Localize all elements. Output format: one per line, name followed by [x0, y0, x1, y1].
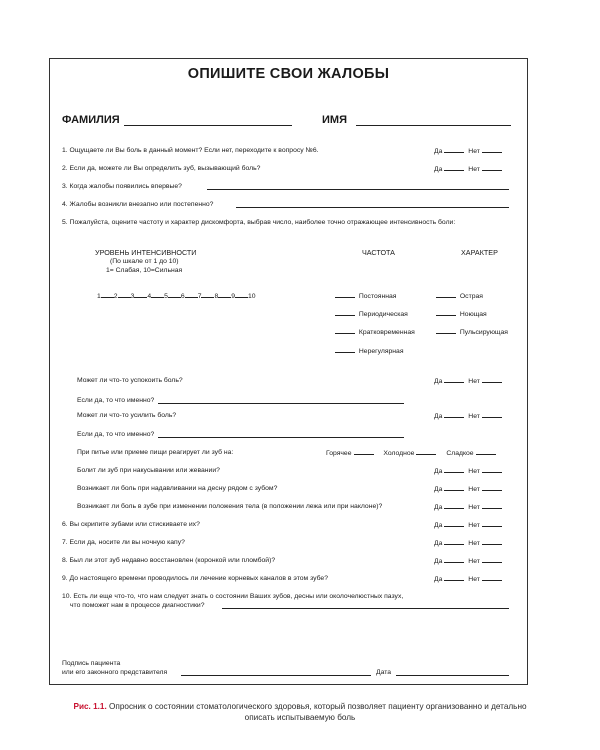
- scale-10: 10: [248, 293, 256, 300]
- scale-7: 7: [197, 293, 202, 300]
- scale-2: 2: [113, 293, 118, 300]
- yes-no-q9: [434, 574, 504, 584]
- yes-label: Да: [434, 413, 443, 420]
- yes-label: Да: [434, 540, 443, 547]
- form-title: ОПИШИТЕ СВОИ ЖАЛОБЫ: [187, 66, 390, 82]
- scale-blank[interactable]: [168, 291, 181, 298]
- no-blank[interactable]: [482, 484, 502, 491]
- no-label: Нет: [468, 166, 480, 173]
- scale-blank[interactable]: [118, 291, 131, 298]
- caption-text-2: описать испытываемую боль: [244, 713, 356, 722]
- yes-label: Да: [434, 166, 443, 173]
- scale-blank[interactable]: [185, 291, 198, 298]
- scale-9: 9: [231, 293, 236, 300]
- scale-blank[interactable]: [201, 291, 214, 298]
- scale-3: 3: [130, 293, 135, 300]
- intensity-scale-note: (По шкале от 1 до 10): [110, 258, 179, 265]
- question-relieve: Может ли что-то успокоить боль?: [77, 377, 183, 384]
- caption-label: Рис. 1.1.: [73, 702, 107, 711]
- checkbox-blank[interactable]: [335, 291, 355, 298]
- no-blank[interactable]: [482, 574, 502, 581]
- option-label: Кратковременная: [358, 329, 415, 336]
- name-label: ИМЯ: [322, 114, 347, 126]
- no-label: Нет: [468, 504, 480, 511]
- character-option-aching: [434, 309, 487, 319]
- option-label: Периодическая: [358, 311, 408, 318]
- no-blank[interactable]: [482, 502, 502, 509]
- sweet-label: Сладкое: [446, 450, 474, 457]
- option-label: Нерегулярная: [358, 348, 404, 355]
- no-label: Нет: [468, 540, 480, 547]
- frequency-header: ЧАСТОТА: [362, 248, 395, 257]
- yes-no-q1: [434, 146, 504, 156]
- yes-label: Да: [434, 522, 443, 529]
- yes-label: Да: [434, 504, 443, 511]
- no-label: Нет: [468, 522, 480, 529]
- question-8: 8. Был ли этот зуб недавно восстановлен (коронкой или пломбой)?: [62, 557, 276, 564]
- signature-label-1: Подпись пациента: [62, 660, 121, 667]
- no-label: Нет: [468, 486, 480, 493]
- scale-blank[interactable]: [235, 291, 248, 298]
- checkbox-blank[interactable]: [335, 309, 355, 316]
- yes-blank[interactable]: [444, 502, 464, 509]
- checkbox-blank[interactable]: [436, 327, 456, 334]
- character-option-sharp: [434, 291, 483, 301]
- no-label: Нет: [468, 148, 480, 155]
- character-option-pulsating: [434, 327, 508, 337]
- yes-label: Да: [434, 486, 443, 493]
- scale-blank[interactable]: [218, 291, 231, 298]
- q10-answer-line[interactable]: [222, 608, 509, 609]
- q3-answer-line[interactable]: [207, 189, 509, 190]
- surname-field[interactable]: [124, 125, 292, 126]
- intensity-scale: [97, 291, 256, 301]
- no-blank[interactable]: [482, 556, 502, 563]
- date-field[interactable]: [396, 675, 509, 676]
- yes-label: Да: [434, 576, 443, 583]
- yes-no-intensify: [434, 411, 504, 421]
- scale-6: 6: [180, 293, 185, 300]
- scale-8: 8: [214, 293, 219, 300]
- yes-no-q7: [434, 538, 504, 548]
- yes-blank[interactable]: [444, 556, 464, 563]
- date-label: Дата: [376, 669, 392, 676]
- yes-no-q8: [434, 556, 504, 566]
- hot-blank[interactable]: [354, 448, 374, 455]
- option-label: Острая: [459, 293, 483, 300]
- question-4: 4. Жалобы возникли внезапно или постепенно?: [62, 201, 214, 208]
- caption-text-1: Опросник о состоянии стоматологического здоровья, который позволяет пациенту организованно и детально: [109, 702, 527, 711]
- question-3: 3. Когда жалобы появились впервые?: [62, 183, 182, 190]
- no-blank[interactable]: [482, 146, 502, 153]
- cold-label: Холодное: [383, 450, 415, 457]
- question-food: При питье или приеме пищи реагирует ли зуб на:: [77, 449, 234, 456]
- intensity-scale-legend: 1= Слабая, 10=Сильная: [106, 267, 183, 274]
- name-field[interactable]: [356, 125, 511, 126]
- yes-blank[interactable]: [444, 574, 464, 581]
- option-label: Ноющая: [459, 311, 487, 318]
- scale-1: 1: [97, 293, 101, 300]
- question-intensify: Может ли что-то усилить боль?: [77, 412, 177, 419]
- no-blank[interactable]: [482, 466, 502, 473]
- yes-no-gum: [434, 484, 504, 494]
- scale-blank[interactable]: [134, 291, 147, 298]
- question-1: 1. Ощущаете ли Вы боль в данный момент? Если нет, переходите к вопросу №6.: [62, 147, 319, 154]
- relieve-what-label: Если да, то что именно?: [77, 397, 155, 404]
- no-label: Нет: [468, 558, 480, 565]
- no-blank[interactable]: [482, 164, 502, 171]
- question-gum: Возникает ли боль при надавливании на десну рядом с зубом?: [77, 485, 278, 492]
- frequency-option-periodic: [333, 309, 408, 319]
- yes-blank[interactable]: [444, 376, 464, 383]
- intensify-what-label: Если да, то что именно?: [77, 431, 155, 438]
- yes-label: Да: [434, 378, 443, 385]
- question-2: 2. Если да, можете ли Вы определить зуб, вызывающий боль?: [62, 165, 261, 172]
- signature-field[interactable]: [181, 675, 371, 676]
- frequency-option-irregular: [333, 346, 404, 356]
- yes-blank[interactable]: [444, 538, 464, 545]
- checkbox-blank[interactable]: [335, 327, 355, 334]
- yes-blank[interactable]: [444, 484, 464, 491]
- question-6: 6. Вы скрипите зубами или стискиваете их?: [62, 521, 200, 528]
- no-blank[interactable]: [482, 538, 502, 545]
- no-blank[interactable]: [482, 376, 502, 383]
- scale-blank[interactable]: [101, 291, 114, 298]
- signature-label-2: или его законного представителя: [62, 669, 168, 676]
- yes-no-relieve: [434, 376, 504, 386]
- no-blank[interactable]: [482, 411, 502, 418]
- option-label: Постоянная: [358, 293, 397, 300]
- yes-no-bite: [434, 466, 504, 476]
- scale-blank[interactable]: [151, 291, 164, 298]
- yes-blank[interactable]: [444, 466, 464, 473]
- question-10-line-2: что поможет нам в процессе диагностики?: [70, 602, 205, 609]
- question-7: 7. Если да, носите ли вы ночную капу?: [62, 539, 185, 546]
- yes-blank[interactable]: [444, 146, 464, 153]
- no-label: Нет: [468, 576, 480, 583]
- hot-label: Горячее: [326, 450, 352, 457]
- figure-caption: [30, 701, 570, 723]
- yes-label: Да: [434, 468, 443, 475]
- yes-no-q2: [434, 164, 504, 174]
- question-10-line-1: 10. Есть ли еще что-то, что нам следует знать о состоянии Ваших зубов, десны или околочелюстных пазух,: [62, 593, 404, 600]
- scale-5: 5: [164, 293, 168, 300]
- cold-blank[interactable]: [416, 448, 436, 455]
- frequency-option-short: [333, 327, 415, 337]
- frequency-option-constant: [333, 291, 396, 301]
- yes-label: Да: [434, 558, 443, 565]
- yes-blank[interactable]: [444, 164, 464, 171]
- yes-no-q6: [434, 520, 504, 530]
- q4-answer-line[interactable]: [236, 207, 509, 208]
- surname-label: ФАМИЛИЯ: [62, 114, 120, 126]
- sweet-blank[interactable]: [476, 448, 496, 455]
- option-label: Пульсирующая: [459, 329, 508, 336]
- yes-label: Да: [434, 148, 443, 155]
- checkbox-blank[interactable]: [436, 291, 456, 298]
- food-options: [326, 448, 498, 458]
- yes-blank[interactable]: [444, 411, 464, 418]
- scale-4: 4: [147, 293, 152, 300]
- character-header: ХАРАКТЕР: [461, 248, 498, 257]
- question-9: 9. До настоящего времени проводилось ли лечение корневых каналов в этом зубе?: [62, 575, 328, 582]
- yes-blank[interactable]: [444, 520, 464, 527]
- no-blank[interactable]: [482, 520, 502, 527]
- yes-no-posture: [434, 502, 504, 512]
- no-label: Нет: [468, 378, 480, 385]
- checkbox-blank[interactable]: [335, 346, 355, 353]
- checkbox-blank[interactable]: [436, 309, 456, 316]
- question-posture: Возникает ли боль в зубе при изменении положения тела (в положении лежа или при наклоне)?: [77, 503, 383, 510]
- relieve-what-line[interactable]: [158, 403, 404, 404]
- no-label: Нет: [468, 413, 480, 420]
- no-label: Нет: [468, 468, 480, 475]
- intensity-header: УРОВЕНЬ ИНТЕНСИВНОСТИ: [95, 248, 197, 257]
- intensify-what-line[interactable]: [158, 437, 404, 438]
- question-5: 5. Пожалуйста, оцените частоту и характер дискомфорта, выбрав число, наиболее точно отражающее интенсивность боли:: [62, 219, 456, 226]
- question-bite: Болит ли зуб при накусывании или жевании?: [77, 467, 220, 474]
